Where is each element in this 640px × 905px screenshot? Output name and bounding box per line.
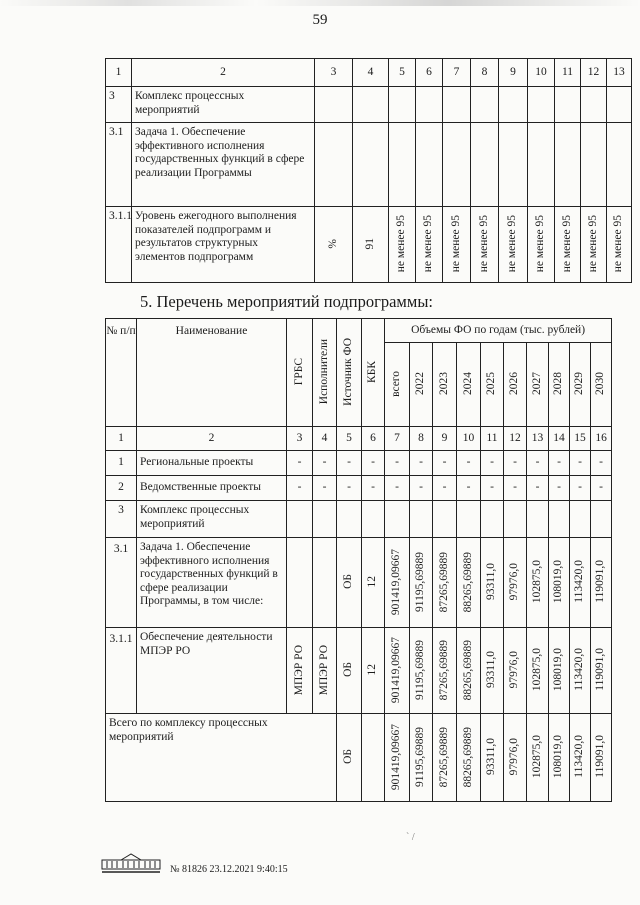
vertical-cell-text: КБК: [366, 360, 379, 383]
table-cell: [287, 319, 313, 427]
table-cell: Уровень ежегодного выполнения показателей подпрограмм и результатов структурных элементов подпрограмм: [132, 207, 315, 283]
table-cell: [555, 87, 581, 123]
table-cell: [410, 628, 433, 714]
table-cell: [389, 87, 416, 123]
table-cell: [528, 123, 555, 207]
table-cell: [591, 501, 612, 538]
table-cell: -: [504, 451, 527, 476]
table-cell: Комплекс процессных мероприятий: [137, 501, 287, 538]
vertical-cell-text: 2024: [461, 372, 474, 396]
table-cell: -: [527, 476, 549, 501]
table-cell: [443, 123, 471, 207]
table-cell: [591, 538, 612, 628]
table-cell: [337, 319, 362, 427]
table-cell: 1: [106, 427, 137, 451]
table-cell: -: [591, 476, 612, 501]
vertical-cell-text: ОБ: [342, 574, 355, 590]
table-row: [106, 501, 612, 538]
table-cell: [337, 628, 362, 714]
vertical-cell-text: 2023: [437, 372, 450, 396]
vertical-cell-text: 91195,69889: [414, 551, 427, 612]
vertical-cell-text: 119091,0: [594, 648, 607, 692]
table-cell: [471, 123, 499, 207]
vertical-cell-text: 12: [366, 575, 379, 588]
vertical-cell-text: 113420,0: [573, 735, 586, 779]
table-cell: [389, 123, 416, 207]
table-cell: 6: [416, 59, 443, 87]
table-cell: [433, 714, 457, 802]
table-cell: [353, 87, 389, 123]
vertical-cell-text: 87265,69889: [437, 551, 450, 612]
col-num: № п/п: [106, 319, 137, 427]
table-cell: [410, 714, 433, 802]
table-cell: [591, 714, 612, 802]
table-cell: [549, 628, 570, 714]
table-cell: 3: [287, 427, 313, 451]
table-cell: [570, 714, 591, 802]
table-cell: 3.1: [106, 538, 137, 628]
table-cell: [481, 343, 504, 427]
table-cell: [433, 628, 457, 714]
table-cell: [591, 343, 612, 427]
vertical-cell-text: 2022: [414, 372, 427, 396]
table-cell: [607, 207, 632, 283]
table-cell: [457, 628, 481, 714]
table-cell: 6: [362, 427, 385, 451]
page-number: 59: [312, 12, 328, 28]
index-row: [106, 427, 612, 451]
vertical-cell-text: МПЭР РО: [317, 644, 330, 695]
table-cell: [457, 501, 481, 538]
table-cell: [337, 538, 362, 628]
table-cell: -: [481, 476, 504, 501]
table-cell: -: [362, 451, 385, 476]
table-cell: [607, 123, 632, 207]
col-volumes: Объемы ФО по годам (тыс. рублей): [385, 319, 612, 343]
vertical-cell-text: 88265,69889: [461, 551, 474, 612]
table-cell: 2: [137, 427, 287, 451]
table-cell: Задача 1. Обеспечение эффективного исполнения государственных функций в сфере реализации Программы, в том числе:: [137, 538, 287, 628]
table-row: [106, 207, 632, 283]
table-cell: -: [287, 476, 313, 501]
table-cell: [527, 501, 549, 538]
table-cell: [433, 501, 457, 538]
table-cell: [528, 207, 555, 283]
table-cell: -: [570, 476, 591, 501]
table-cell: [410, 343, 433, 427]
table-row: [106, 476, 612, 501]
vertical-cell-text: не менее 95: [534, 215, 547, 273]
vertical-cell-text: 102875,0: [530, 560, 543, 604]
vertical-cell-text: не менее 95: [422, 215, 435, 273]
vertical-cell-text: Исполнители: [317, 339, 330, 405]
table-cell: -: [549, 476, 570, 501]
table-cell: -: [313, 476, 337, 501]
vertical-cell-text: 93311,0: [485, 651, 498, 689]
table-cell: [570, 501, 591, 538]
table-cell: [362, 501, 385, 538]
table-cell: [385, 501, 410, 538]
table-header-row: [106, 59, 632, 87]
vertical-cell-text: не менее 95: [477, 215, 490, 273]
table-cell: 7: [385, 427, 410, 451]
table-cell: [353, 207, 389, 283]
table-cell: 3.1.1: [106, 207, 132, 283]
table-cell: [504, 501, 527, 538]
table-cell: 10: [457, 427, 481, 451]
table-cell: [416, 207, 443, 283]
vertical-cell-text: не менее 95: [506, 215, 519, 273]
table-cell: 2: [132, 59, 315, 87]
vertical-cell-text: 97976,0: [508, 563, 521, 601]
table-cell: -: [313, 451, 337, 476]
vertical-cell-text: 97976,0: [508, 651, 521, 689]
table-cell: [362, 319, 385, 427]
vertical-cell-text: 91195,69889: [414, 639, 427, 700]
table-cell: -: [385, 476, 410, 501]
table-cell: [527, 538, 549, 628]
table-cell: -: [504, 476, 527, 501]
table-cell: [410, 538, 433, 628]
vertical-cell-text: не менее 95: [586, 215, 599, 273]
table-cell: [443, 207, 471, 283]
vertical-cell-text: 119091,0: [594, 735, 607, 779]
table-cell: 3.1.1: [106, 628, 137, 714]
table-cell: [457, 343, 481, 427]
vertical-cell-text: 119091,0: [594, 560, 607, 604]
table-cell: -: [591, 451, 612, 476]
table-cell: Комплекс процессных мероприятий: [132, 87, 315, 123]
table-cell: [499, 123, 528, 207]
vertical-cell-text: 2029: [573, 372, 586, 396]
table-cell: [457, 538, 481, 628]
vertical-cell-text: 108019,0: [552, 735, 565, 779]
table-cell: [337, 501, 362, 538]
vertical-cell-text: 2030: [594, 372, 607, 396]
vertical-cell-text: 108019,0: [552, 560, 565, 604]
table-cell: [362, 714, 385, 802]
vertical-cell-text: 901419,09667: [390, 548, 403, 615]
table-cell: [362, 538, 385, 628]
table-cell: 15: [570, 427, 591, 451]
vertical-cell-text: не менее 95: [560, 215, 573, 273]
vertical-cell-text: 113420,0: [573, 560, 586, 604]
table-cell: [504, 343, 527, 427]
table-cell: [549, 538, 570, 628]
table-cell: [481, 501, 504, 538]
scan-top-edge: [0, 0, 640, 6]
table-cell: 4: [353, 59, 389, 87]
table-cell: [581, 123, 607, 207]
table-cell: [416, 123, 443, 207]
table-cell: 11: [555, 59, 581, 87]
table-cell: -: [337, 451, 362, 476]
table-cell: 3: [106, 87, 132, 123]
table-cell: [313, 501, 337, 538]
table-cell: 11: [481, 427, 504, 451]
vertical-cell-text: 88265,69889: [461, 726, 474, 787]
vertical-cell-text: не менее 95: [612, 215, 625, 273]
table-cell: 16: [591, 427, 612, 451]
indicators-table: [105, 58, 632, 283]
vertical-cell-text: 88265,69889: [461, 639, 474, 700]
table-cell: -: [570, 451, 591, 476]
table-cell: 8: [410, 427, 433, 451]
table-cell: 10: [528, 59, 555, 87]
table-cell: [555, 207, 581, 283]
table-cell: 9: [433, 427, 457, 451]
table-cell: 5: [337, 427, 362, 451]
table-cell: [315, 87, 353, 123]
table-cell: [528, 87, 555, 123]
table-cell: [337, 714, 362, 802]
table-cell: 3: [315, 59, 353, 87]
table-cell: [443, 87, 471, 123]
table-cell: 14: [549, 427, 570, 451]
table-cell: [410, 501, 433, 538]
table-cell: Всего по комплексу процессных мероприятий: [106, 714, 337, 802]
vertical-cell-text: 102875,0: [530, 648, 543, 692]
table-cell: [457, 714, 481, 802]
vertical-cell-text: 87265,69889: [437, 639, 450, 700]
vertical-cell-text: всего: [390, 370, 403, 397]
table-cell: [315, 207, 353, 283]
table-cell: [481, 538, 504, 628]
table-cell: -: [337, 476, 362, 501]
table-cell: [471, 87, 499, 123]
table-cell: [570, 343, 591, 427]
table-cell: -: [457, 451, 481, 476]
table-cell: [287, 501, 313, 538]
table-cell: 3.1: [106, 123, 132, 207]
table-cell: -: [457, 476, 481, 501]
table-cell: [570, 538, 591, 628]
table-cell: 12: [581, 59, 607, 87]
table-cell: [313, 319, 337, 427]
table-cell: -: [287, 451, 313, 476]
vertical-cell-text: ОБ: [342, 749, 355, 765]
table-cell: [527, 628, 549, 714]
table-cell: [385, 714, 410, 802]
table-cell: [481, 628, 504, 714]
table-cell: [385, 628, 410, 714]
table-header-row: [106, 319, 612, 343]
table-cell: Региональные проекты: [137, 451, 287, 476]
vertical-cell-text: 12: [366, 663, 379, 676]
table-cell: [555, 123, 581, 207]
table-cell: [471, 207, 499, 283]
table-cell: [499, 207, 528, 283]
table-cell: -: [410, 451, 433, 476]
table-cell: [504, 628, 527, 714]
vertical-cell-text: МПЭР РО: [292, 644, 305, 695]
table-cell: [287, 628, 313, 714]
activities-table: [105, 318, 612, 802]
table-cell: [527, 714, 549, 802]
table-cell: -: [527, 451, 549, 476]
table-cell: [353, 123, 389, 207]
vertical-cell-text: 108019,0: [552, 648, 565, 692]
vertical-cell-text: ОБ: [342, 662, 355, 678]
table-cell: [362, 628, 385, 714]
vertical-cell-text: %: [326, 238, 339, 249]
table-cell: [549, 343, 570, 427]
table-cell: [315, 123, 353, 207]
table-cell: Задача 1. Обеспечение эффективного исполнения государственных функций в сфере реализации Программы: [132, 123, 315, 207]
vertical-cell-text: 2027: [530, 372, 543, 396]
table-cell: [549, 714, 570, 802]
table-cell: 1: [106, 451, 137, 476]
vertical-cell-text: Источник ФО: [342, 337, 355, 406]
vertical-cell-text: 901419,09667: [390, 636, 403, 703]
table-row: [106, 451, 612, 476]
registration-stamp: № 81826 23.12.2021 9:40:15: [170, 864, 288, 875]
table-cell: [570, 628, 591, 714]
table-cell: 9: [499, 59, 528, 87]
scan-mark: ` /: [406, 832, 415, 843]
table-cell: [607, 87, 632, 123]
table-cell: 13: [607, 59, 632, 87]
vertical-cell-text: ГРБС: [292, 358, 305, 386]
table-cell: 1: [106, 59, 132, 87]
table-cell: 5: [389, 59, 416, 87]
table-cell: [287, 538, 313, 628]
vertical-cell-text: 91: [363, 237, 376, 250]
table-cell: [504, 714, 527, 802]
table-cell: -: [481, 451, 504, 476]
table-cell: [416, 87, 443, 123]
vertical-cell-text: 102875,0: [530, 735, 543, 779]
table-cell: -: [549, 451, 570, 476]
table-cell: [433, 343, 457, 427]
table-cell: [385, 538, 410, 628]
vertical-cell-text: 2026: [508, 372, 521, 396]
table-row: [106, 538, 612, 628]
table-cell: [581, 87, 607, 123]
vertical-cell-text: не менее 95: [449, 215, 462, 273]
table-cell: [591, 628, 612, 714]
vertical-cell-text: 901419,09667: [390, 723, 403, 790]
table-cell: -: [433, 451, 457, 476]
vertical-cell-text: 93311,0: [485, 563, 498, 601]
table-cell: 12: [504, 427, 527, 451]
table-cell: -: [433, 476, 457, 501]
vertical-cell-text: 93311,0: [485, 738, 498, 776]
table-cell: -: [410, 476, 433, 501]
table-cell: Обеспечение деятельности МПЭР РО: [137, 628, 287, 714]
vertical-cell-text: 97976,0: [508, 738, 521, 776]
vertical-cell-text: не менее 95: [395, 215, 408, 273]
vertical-cell-text: 91195,69889: [414, 726, 427, 787]
table-cell: -: [385, 451, 410, 476]
table-cell: [389, 207, 416, 283]
col-name: Наименование: [137, 319, 287, 427]
vertical-cell-text: 2025: [485, 372, 498, 396]
table-cell: [481, 714, 504, 802]
table-cell: Ведомственные проекты: [137, 476, 287, 501]
table-cell: 4: [313, 427, 337, 451]
section-title: 5. Перечень мероприятий подпрограммы:: [140, 292, 433, 311]
table-cell: 7: [443, 59, 471, 87]
table-cell: [433, 538, 457, 628]
table-cell: -: [362, 476, 385, 501]
table-cell: [527, 343, 549, 427]
table-cell: [581, 207, 607, 283]
vertical-cell-text: 113420,0: [573, 648, 586, 692]
table-cell: [499, 87, 528, 123]
table-cell: 8: [471, 59, 499, 87]
vertical-cell-text: 87265,69889: [437, 726, 450, 787]
table-cell: [313, 538, 337, 628]
table-cell: [549, 501, 570, 538]
vertical-cell-text: 2028: [552, 372, 565, 396]
table-cell: 13: [527, 427, 549, 451]
table-cell: [504, 538, 527, 628]
table-cell: 2: [106, 476, 137, 501]
total-row: [106, 714, 612, 802]
table-cell: 3: [106, 501, 137, 538]
table-row: [106, 123, 632, 207]
table-cell: [385, 343, 410, 427]
table-cell: [313, 628, 337, 714]
table-row: [106, 628, 612, 714]
table-row: [106, 87, 632, 123]
ministry-building-logo: [101, 852, 161, 874]
